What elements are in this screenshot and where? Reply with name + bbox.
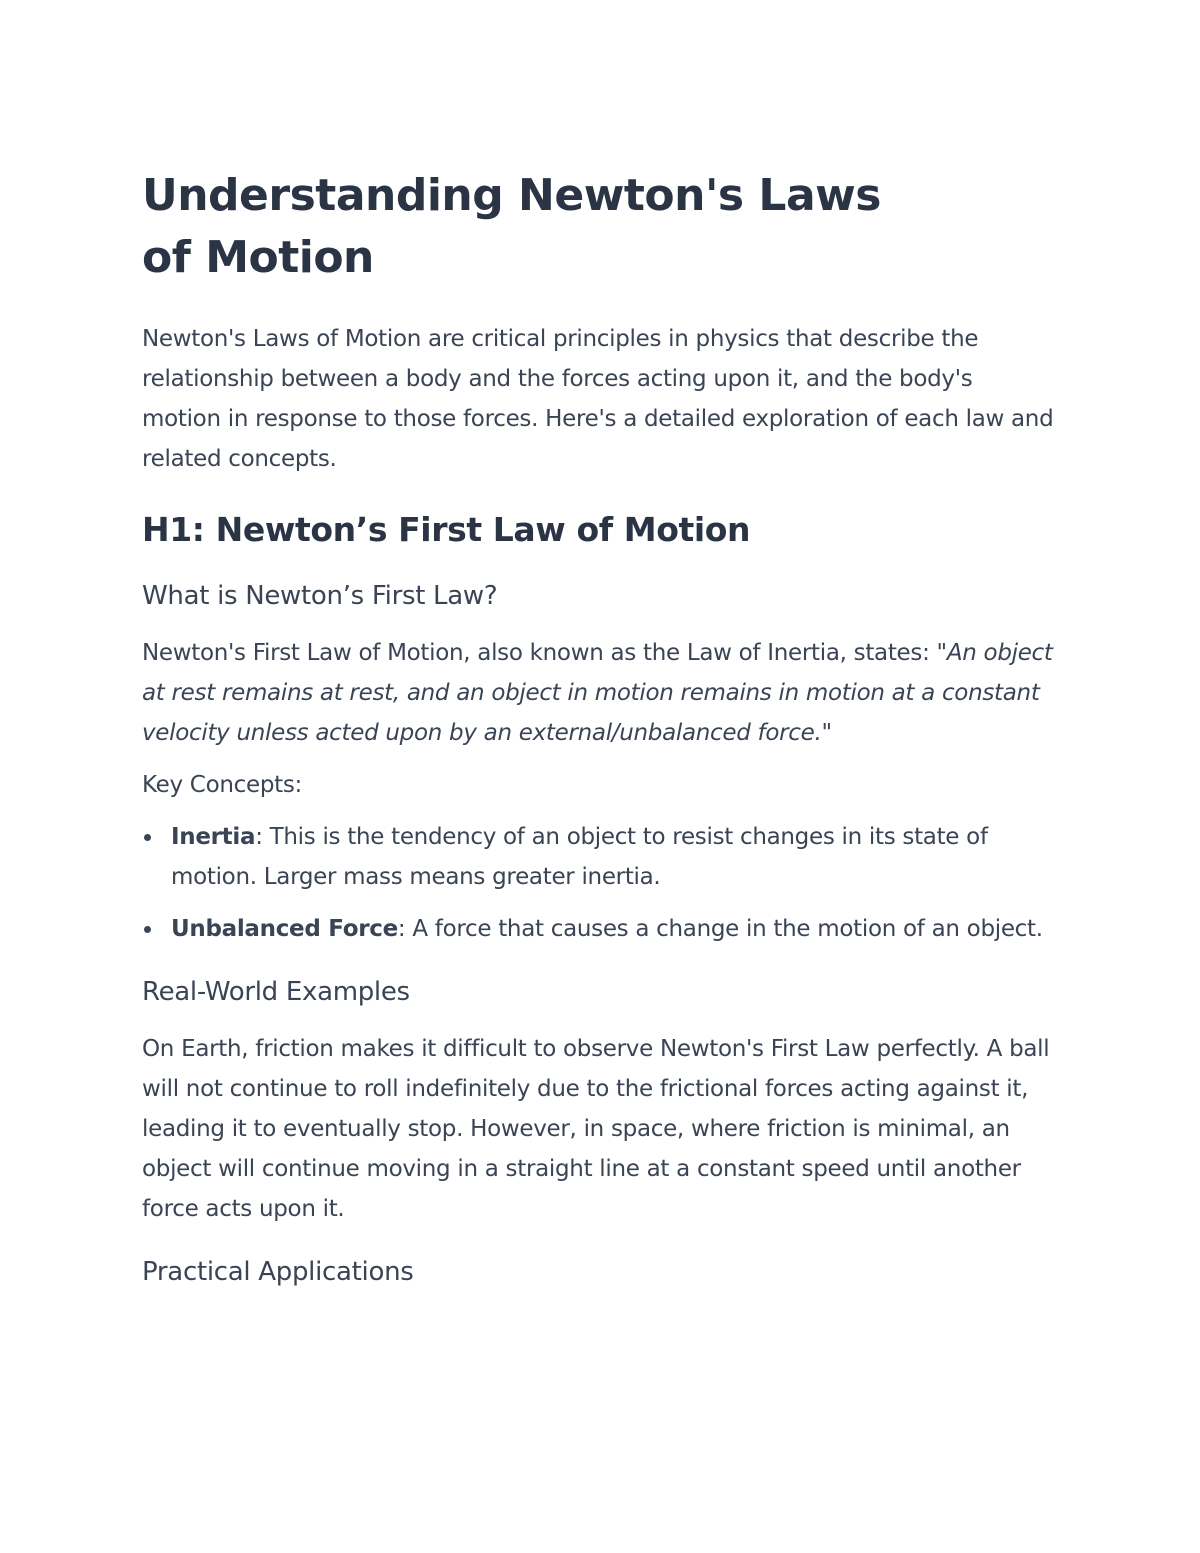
concept-term: Unbalanced Force <box>171 916 398 942</box>
concept-description: : This is the tendency of an object to resist changes in its state of motion. Larger mass means greater inertia. <box>171 824 988 890</box>
intro-paragraph: Newton's Laws of Motion are critical principles in physics that describe the relationship between a body and the forces acting upon it, and the body's motion in response to those forces. Here's a detailed exploration of each law and related concepts. <box>142 326 1054 472</box>
document-title: Understanding Newton's Laws of Motion <box>142 170 881 283</box>
section-heading-first-law: H1: Newton’s First Law of Motion <box>142 510 751 549</box>
concept-term: Inertia <box>171 824 256 850</box>
subheading-practical-applications: Practical Applications <box>142 1257 414 1287</box>
list-item <box>171 817 1058 897</box>
first-law-lead: Newton's First Law of Motion, also known as the Law of Inertia, states: <box>142 640 937 666</box>
subheading-what-is-first-law: What is Newton’s First Law? <box>142 581 498 611</box>
key-concepts-list <box>142 817 1058 949</box>
concept-description: : A force that causes a change in the motion of an object. <box>397 916 1043 942</box>
subheading-real-world-examples: Real-World Examples <box>142 977 410 1007</box>
list-item <box>171 909 1058 949</box>
bullet-icon <box>144 926 151 933</box>
examples-paragraph: On Earth, friction makes it difficult to observe Newton's First Law perfectly. A ball will not continue to roll indefinitely due to the frictional forces acting against it, leading it to eventually stop. However, in space, where friction is minimal, an object will continue moving in a straight line at a constant speed until another force acts upon it. <box>142 1036 1050 1222</box>
first-law-quote: "An object at rest remains at rest, and an object in motion remains in motion at a constant velocity unless acted upon by an external/unbalanced force." <box>142 640 1053 746</box>
key-concepts-label: Key Concepts: <box>142 772 302 798</box>
bullet-icon <box>144 834 151 841</box>
first-law-paragraph <box>142 633 1058 753</box>
